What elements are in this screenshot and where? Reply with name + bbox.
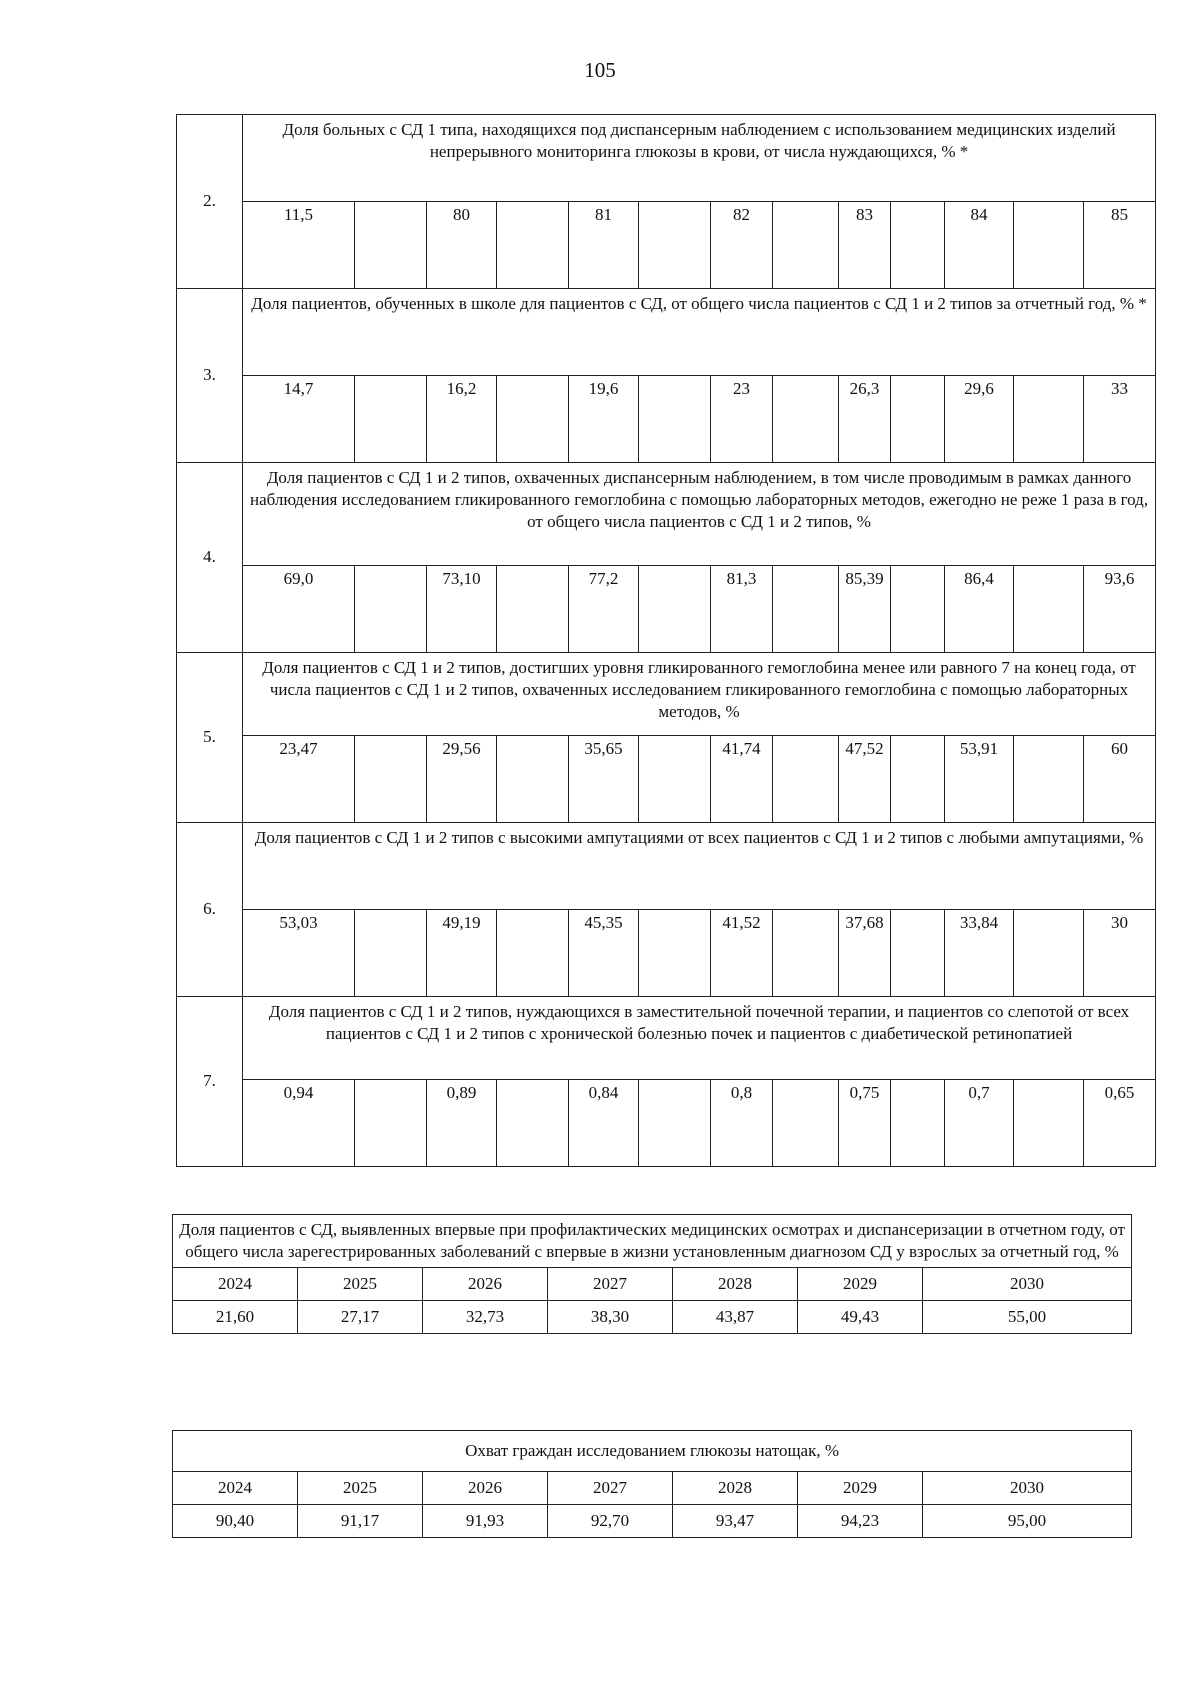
value-cell: 91,93 (423, 1505, 548, 1538)
empty-cell (355, 910, 427, 997)
indicator-value: 45,35 (569, 910, 639, 997)
indicator-number: 5. (177, 653, 243, 823)
value-cell: 91,17 (298, 1505, 423, 1538)
indicator-value: 19,6 (569, 376, 639, 463)
indicator-value: 35,65 (569, 736, 639, 823)
indicator-value: 14,7 (243, 376, 355, 463)
indicator-value: 37,68 (839, 910, 891, 997)
year-cell: 2030 (923, 1268, 1132, 1301)
indicator-value: 69,0 (243, 566, 355, 653)
empty-cell (497, 736, 569, 823)
indicator-value: 85,39 (839, 566, 891, 653)
summary-values-row (173, 1505, 1132, 1538)
indicator-title-row (177, 823, 1156, 910)
indicator-value: 0,94 (243, 1080, 355, 1167)
indicator-value: 26,3 (839, 376, 891, 463)
indicator-value: 84 (945, 202, 1014, 289)
empty-cell (497, 376, 569, 463)
indicator-value: 41,74 (711, 736, 773, 823)
indicator-value: 0,8 (711, 1080, 773, 1167)
indicator-number: 7. (177, 997, 243, 1167)
empty-cell (639, 376, 711, 463)
empty-cell (639, 736, 711, 823)
indicator-value: 16,2 (427, 376, 497, 463)
value-cell: 94,23 (798, 1505, 923, 1538)
year-cell: 2025 (298, 1268, 423, 1301)
indicator-value: 60 (1084, 736, 1156, 823)
value-cell: 92,70 (548, 1505, 673, 1538)
indicator-value: 23,47 (243, 736, 355, 823)
empty-cell (773, 1080, 839, 1167)
value-cell: 93,47 (673, 1505, 798, 1538)
indicator-value: 0,65 (1084, 1080, 1156, 1167)
indicator-values-row (177, 202, 1156, 289)
indicator-title-row (177, 463, 1156, 566)
year-cell: 2024 (173, 1268, 298, 1301)
empty-cell (355, 736, 427, 823)
year-cell: 2027 (548, 1268, 673, 1301)
indicator-values-row (177, 566, 1156, 653)
value-cell: 43,87 (673, 1301, 798, 1334)
empty-cell (891, 566, 945, 653)
indicator-values-row (177, 910, 1156, 997)
empty-cell (1014, 566, 1084, 653)
empty-cell (891, 736, 945, 823)
empty-cell (773, 736, 839, 823)
empty-cell (1014, 736, 1084, 823)
empty-cell (773, 202, 839, 289)
indicator-values-row (177, 1080, 1156, 1167)
indicator-value: 85 (1084, 202, 1156, 289)
indicator-value: 29,56 (427, 736, 497, 823)
indicator-value: 83 (839, 202, 891, 289)
year-cell: 2026 (423, 1268, 548, 1301)
empty-cell (1014, 910, 1084, 997)
indicator-title: Доля пациентов с СД 1 и 2 типов с высокими ампутациями от всех пациентов с СД 1 и 2 типов с любыми ампутациями, % (243, 823, 1156, 910)
indicator-number: 4. (177, 463, 243, 653)
indicator-value: 0,84 (569, 1080, 639, 1167)
empty-cell (1014, 202, 1084, 289)
value-cell: 90,40 (173, 1505, 298, 1538)
empty-cell (355, 566, 427, 653)
summary-table (172, 1214, 1132, 1334)
empty-cell (891, 1080, 945, 1167)
indicator-title-row (177, 653, 1156, 736)
year-cell: 2029 (798, 1268, 923, 1301)
empty-cell (891, 202, 945, 289)
indicator-value: 23 (711, 376, 773, 463)
summary-table (172, 1430, 1132, 1538)
value-cell: 21,60 (173, 1301, 298, 1334)
value-cell: 32,73 (423, 1301, 548, 1334)
empty-cell (1014, 1080, 1084, 1167)
indicator-value: 77,2 (569, 566, 639, 653)
indicator-value: 30 (1084, 910, 1156, 997)
indicator-value: 86,4 (945, 566, 1014, 653)
indicator-value: 33 (1084, 376, 1156, 463)
empty-cell (773, 376, 839, 463)
indicator-value: 73,10 (427, 566, 497, 653)
empty-cell (355, 1080, 427, 1167)
indicator-title: Доля пациентов с СД 1 и 2 типов, нуждающихся в заместительной почечной терапии, и пациентов со слепотой от всех пациентов с СД 1 и 2 типов с хронической болезнью почек и пациентов с диабетической ретинопатией (243, 997, 1156, 1080)
summary-values-row (173, 1301, 1132, 1334)
indicator-value: 93,6 (1084, 566, 1156, 653)
indicator-number: 3. (177, 289, 243, 463)
value-cell: 55,00 (923, 1301, 1132, 1334)
empty-cell (497, 202, 569, 289)
empty-cell (1014, 376, 1084, 463)
empty-cell (639, 202, 711, 289)
indicator-value: 80 (427, 202, 497, 289)
page-number: 105 (584, 58, 616, 82)
indicator-value: 0,7 (945, 1080, 1014, 1167)
indicator-title: Доля больных с СД 1 типа, находящихся под диспансерным наблюдением с использованием медицинских изделий непрерывного мониторинга глюкозы в крови, от числа нуждающихся, % * (243, 115, 1156, 202)
empty-cell (639, 910, 711, 997)
empty-cell (773, 566, 839, 653)
year-cell: 2024 (173, 1472, 298, 1505)
value-cell: 38,30 (548, 1301, 673, 1334)
year-cell: 2030 (923, 1472, 1132, 1505)
indicators-table (176, 114, 1156, 1167)
year-cell: 2026 (423, 1472, 548, 1505)
empty-cell (891, 910, 945, 997)
year-cell: 2027 (548, 1472, 673, 1505)
indicator-values-row (177, 736, 1156, 823)
year-cell: 2028 (673, 1472, 798, 1505)
empty-cell (497, 566, 569, 653)
indicator-number: 2. (177, 115, 243, 289)
indicator-title: Доля пациентов, обученных в школе для пациентов с СД, от общего числа пациентов с СД 1 и 2 типов за отчетный год, % * (243, 289, 1156, 376)
indicator-title: Доля пациентов с СД 1 и 2 типов, охваченных диспансерным наблюдением, в том числе проводимым в рамках данного наблюдения исследованием гликированного гемоглобина с помощью лабораторных методов, ежегодно не реже 1 раза в год, от общего числа пациентов с СД 1 и 2 типов, % (243, 463, 1156, 566)
empty-cell (497, 910, 569, 997)
indicator-value: 11,5 (243, 202, 355, 289)
empty-cell (497, 1080, 569, 1167)
indicator-value: 49,19 (427, 910, 497, 997)
value-cell: 95,00 (923, 1505, 1132, 1538)
value-cell: 27,17 (298, 1301, 423, 1334)
empty-cell (891, 376, 945, 463)
indicator-value: 53,91 (945, 736, 1014, 823)
indicator-value: 82 (711, 202, 773, 289)
empty-cell (639, 1080, 711, 1167)
empty-cell (355, 376, 427, 463)
empty-cell (639, 566, 711, 653)
empty-cell (773, 910, 839, 997)
indicator-value: 29,6 (945, 376, 1014, 463)
indicator-number: 6. (177, 823, 243, 997)
indicator-title-row (177, 289, 1156, 376)
indicator-value: 53,03 (243, 910, 355, 997)
summary-years-row (173, 1268, 1132, 1301)
indicator-title-row (177, 997, 1156, 1080)
summary-caption: Доля пациентов с СД, выявленных впервые при профилактических медицинских осмотрах и диспансеризации в отчетном году, от общего числа зарегестрированных заболеваний с впервые в жизни установленным диагнозом СД у взрослых за отчетный год, % (173, 1215, 1132, 1268)
indicator-value: 0,75 (839, 1080, 891, 1167)
indicator-value: 33,84 (945, 910, 1014, 997)
indicator-title-row (177, 115, 1156, 202)
indicator-value: 47,52 (839, 736, 891, 823)
summary-years-row (173, 1472, 1132, 1505)
indicator-value: 81 (569, 202, 639, 289)
summary-caption: Охват граждан исследованием глюкозы натощак, % (173, 1431, 1132, 1472)
indicator-values-row (177, 376, 1156, 463)
year-cell: 2029 (798, 1472, 923, 1505)
indicator-value: 81,3 (711, 566, 773, 653)
indicator-title: Доля пациентов с СД 1 и 2 типов, достигших уровня гликированного гемоглобина менее или равного 7 на конец года, от числа пациентов с СД 1 и 2 типов, охваченных исследованием гликированного гемоглобина с помощью лабораторных методов, % (243, 653, 1156, 736)
year-cell: 2025 (298, 1472, 423, 1505)
year-cell: 2028 (673, 1268, 798, 1301)
empty-cell (355, 202, 427, 289)
indicator-value: 0,89 (427, 1080, 497, 1167)
indicator-value: 41,52 (711, 910, 773, 997)
value-cell: 49,43 (798, 1301, 923, 1334)
